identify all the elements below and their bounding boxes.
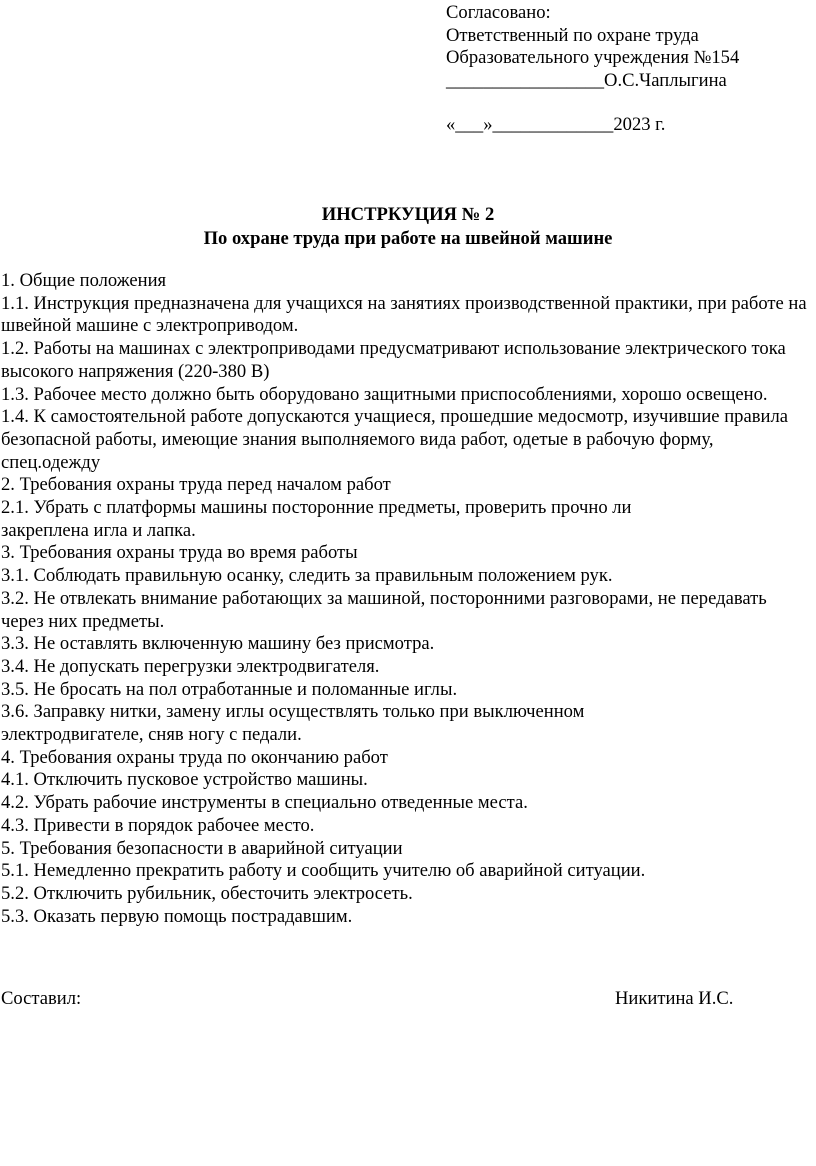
section-heading: 1. Общие положения bbox=[1, 270, 167, 291]
approval-position: Ответственный по охране труда bbox=[446, 24, 699, 46]
paragraph-item: 4.1. Отключить пусковое устройство машины. bbox=[1, 769, 368, 791]
approval-signature-line: _________________О.С.Чаплыгина bbox=[446, 69, 727, 91]
signature-name: Никитина И.С. bbox=[615, 988, 734, 1009]
paragraph-item: 3.6. Заправку нитки, замену иглы осуществлять только при выключенном электродвигателе, сняв ногу с педали. bbox=[1, 701, 585, 746]
paragraph-item: 1.4. К самостоятельной работе допускаются учащиеся, прошедшие медосмотр, изучившие правила безопасной работы, имеющие знания выполняемого вида работ, одетые в рабочую форму, спец.одежду bbox=[1, 406, 788, 473]
paragraph-item: 5.1. Немедленно прекратить работу и сообщить учителю об аварийной ситуации. bbox=[1, 860, 646, 882]
instruction-body bbox=[1, 270, 811, 928]
paragraph-item: 1.2. Работы на машинах с электроприводами предусматривают использование электрического тока высокого напряжения (220-380 В) bbox=[1, 338, 786, 382]
paragraph-item: 1.3. Рабочее место должно быть оборудовано защитными приспособлениями, хорошо освещено. bbox=[1, 383, 768, 405]
approval-spacer bbox=[446, 92, 806, 114]
paragraph-item: 2.1. Убрать с платформы машины посторонние предметы, проверить прочно ли закреплена игла и лапка. bbox=[1, 497, 632, 541]
approval-date-line: «___»_____________2023 г. bbox=[446, 114, 666, 135]
paragraph-item: 3.3. Не оставлять включенную машину без присмотра. bbox=[1, 633, 435, 655]
paragraph-item: 1.1. Инструкция предназначена для учащихся на занятиях производственной практики, при работе на швейной машине с электроприводом. bbox=[1, 292, 807, 337]
paragraph-item: 3.2. Не отвлекать внимание работающих за машиной, посторонними разговорами, не передавать через них предметы. bbox=[1, 587, 767, 632]
paragraph-item: 3.5. Не бросать на пол отработанные и поломанные иглы. bbox=[1, 678, 458, 700]
signature-label: Составил: bbox=[1, 988, 82, 1009]
title-subheading: По охране труда при работе на швейной машине bbox=[203, 228, 613, 249]
section-heading: 4. Требования охраны труда по окончанию работ bbox=[1, 746, 388, 768]
paragraph-item: 5.3. Оказать первую помощь пострадавшим. bbox=[1, 905, 353, 927]
section-heading: 3. Требования охраны труда во время работы bbox=[1, 542, 358, 564]
approval-block bbox=[446, 2, 806, 137]
section-heading: 2. Требования охраны труда перед началом работ bbox=[1, 474, 391, 496]
section-heading: 5. Требования безопасности в аварийной ситуации bbox=[1, 837, 403, 859]
approval-institution: Образовательного учреждения №154 bbox=[446, 47, 740, 68]
paragraph-item: 5.2. Отключить рубильник, обесточить электросеть. bbox=[1, 882, 413, 904]
paragraph-item: 4.3. Привести в порядок рабочее место. bbox=[1, 814, 315, 836]
document-title bbox=[0, 203, 816, 251]
paragraph-item: 4.2. Убрать рабочие инструменты в специально отведенные места. bbox=[1, 792, 528, 814]
paragraph-item: 3.4. Не допускать перегрузки электродвигателя. bbox=[1, 655, 380, 677]
paragraph-item: 3.1. Соблюдать правильную осанку, следить за правильным положением рук. bbox=[1, 565, 613, 587]
title-heading: ИНСТРКУЦИЯ № 2 bbox=[321, 204, 495, 225]
approval-agreed: Согласовано: bbox=[446, 2, 551, 23]
